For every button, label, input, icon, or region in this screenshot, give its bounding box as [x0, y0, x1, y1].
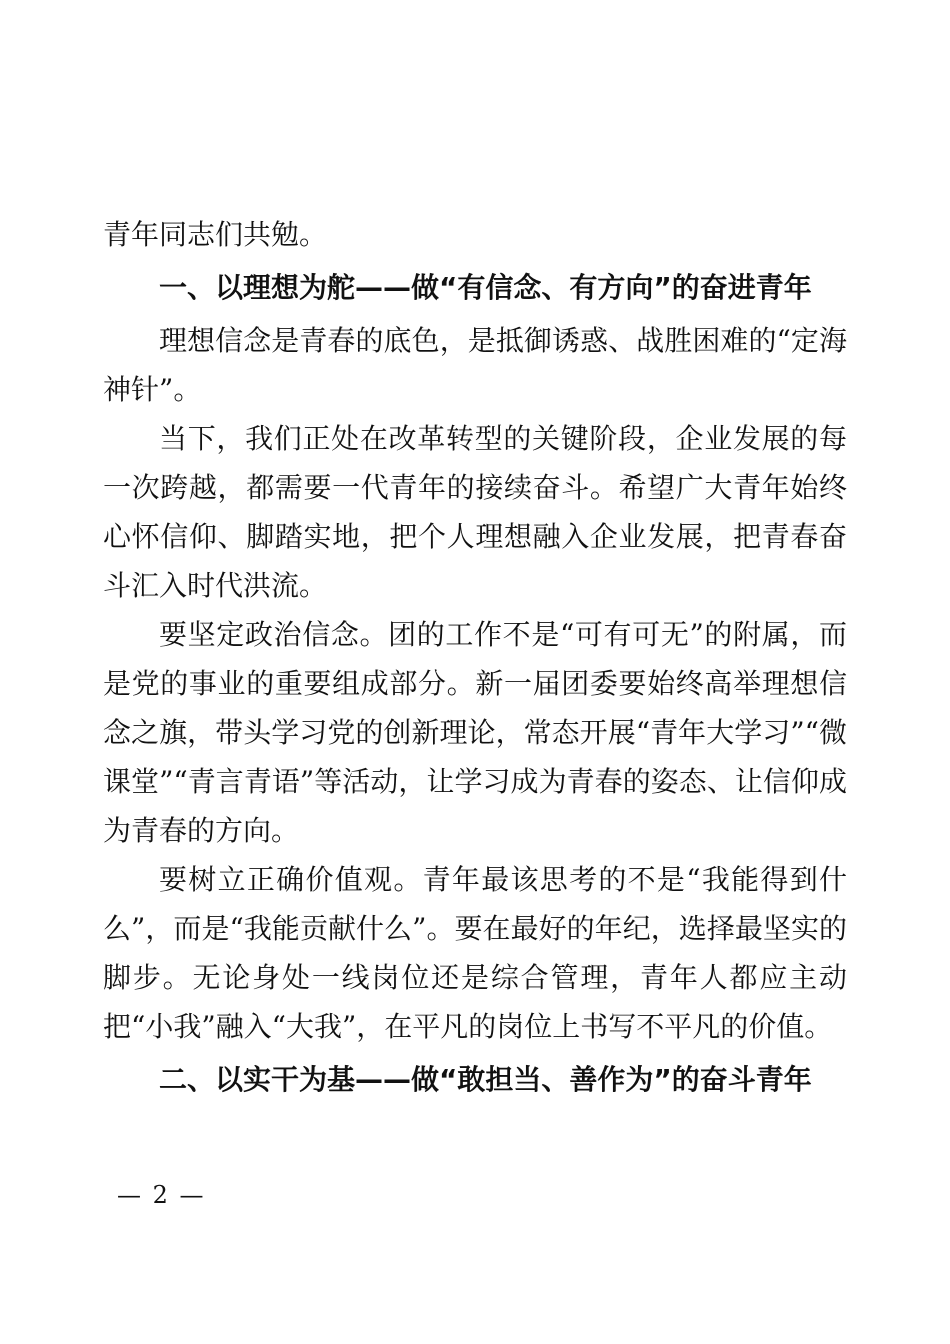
section-heading-1: 一、以理想为舵——做“有信念、有方向”的奋进青年: [159, 271, 812, 304]
body-paragraph: 当下，我们正处在改革转型的关键阶段，企业发展的每一次跨越，都需要一代青年的接续奋斗。希望广大青年始终心怀信仰、脚踏实地，把个人理想融入企业发展，把青春奋斗汇入时代洪流。: [103, 422, 847, 602]
body-paragraph: 要坚定政治信念。团的工作不是“可有可无”的附属，而是党的事业的重要组成部分。新一届团委要始终高举理想信念之旗，带头学习党的创新理论，常态开展“青年大学习”“微课堂”“青言青语”等活动，让学习成为青春的姿态、让信仰成为青春的方向。: [103, 618, 847, 847]
document-body: [103, 210, 847, 1108]
body-paragraph: 要树立正确价值观。青年最该思考的不是“我能得到什么”，而是“我能贡献什么”。要在最好的年纪，选择最坚实的脚步。无论身处一线岗位还是综合管理，青年人都应主动把“小我”融入“大我”，在平凡的岗位上书写不平凡的价值。: [103, 863, 847, 1043]
paragraph-continuation: 青年同志们共勉。: [103, 218, 328, 251]
page-number: — 2 —: [117, 1181, 206, 1209]
section-heading-2: 二、以实干为基——做“敢担当、善作为”的奋斗青年: [159, 1063, 812, 1096]
body-paragraph: 理想信念是青春的底色，是抵御诱惑、战胜困难的“定海神针”。: [103, 324, 847, 406]
